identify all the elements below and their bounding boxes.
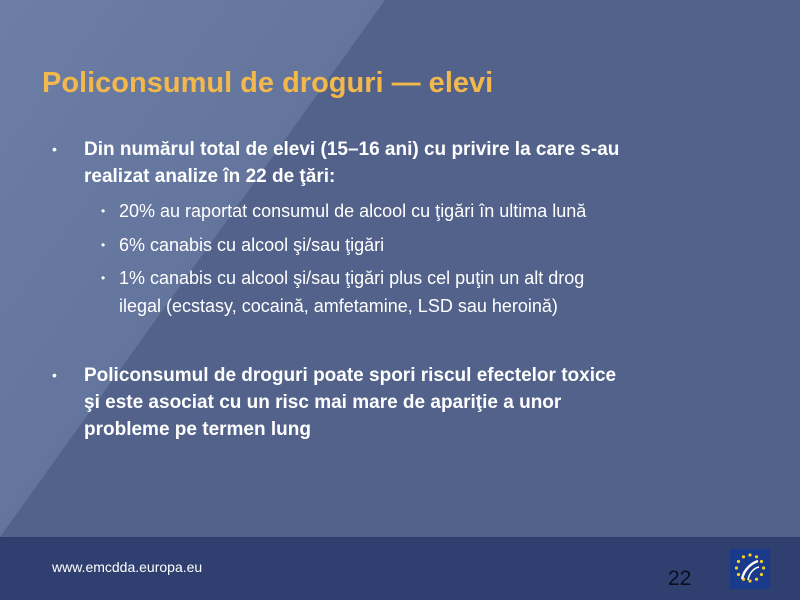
sub-bullet-item [101, 199, 781, 224]
sub-bullet-dot: • [101, 238, 106, 252]
bullet-item [52, 136, 772, 190]
bullet-dot: • [52, 141, 57, 157]
bullet-text-line: Din numărul total de elevi (15–16 ani) cu privire la care s-au [84, 139, 620, 160]
bullet-dot: • [52, 367, 57, 383]
bullet-text-line: realizat analize în 22 de ţări: [84, 166, 336, 187]
bullet-text-line: probleme pe termen lung [84, 419, 311, 440]
sub-bullet-dot: • [101, 271, 106, 285]
bullet-item [52, 362, 772, 443]
page-number: 22 [668, 567, 692, 590]
footer-url-link[interactable]: www.emcdda.europa.eu [52, 559, 203, 575]
bullet-text-line: şi este asociat cu un risc mai mare de apariţie a unor [84, 392, 562, 413]
bullet-text-line: Policonsumul de droguri poate spori riscul efectelor toxice [84, 365, 617, 386]
sub-bullet-text: 6% canabis cu alcool şi/sau ţigări [119, 235, 385, 255]
sub-bullet-dot: • [101, 204, 106, 218]
sub-bullet-text: 20% au raportat consumul de alcool cu ţigări în ultima lună [119, 201, 587, 221]
sub-bullet-item [101, 233, 781, 258]
sub-bullet-item [101, 266, 781, 320]
footer-bar [0, 537, 800, 600]
slide-title: Policonsumul de droguri — elevi [42, 67, 494, 99]
sub-bullet-text: 1% canabis cu alcool şi/sau ţigări plus cel puţin un alt drog [119, 268, 585, 288]
emcdda-logo-icon [730, 549, 770, 589]
sub-bullet-text: ilegal (ecstasy, cocaină, amfetamine, LSD sau heroină) [119, 296, 558, 316]
